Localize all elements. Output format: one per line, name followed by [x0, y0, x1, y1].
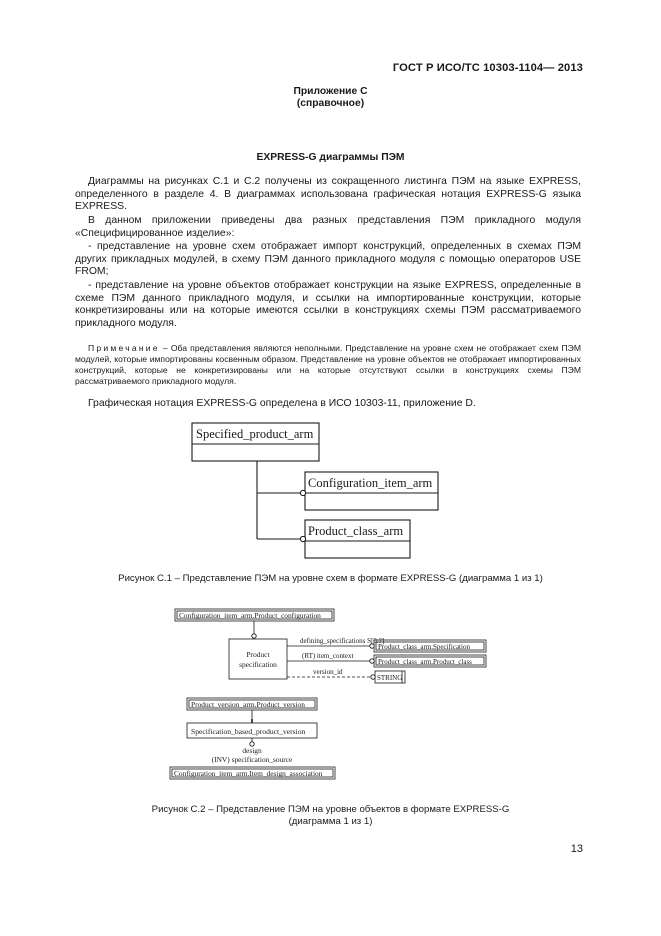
product-specification-box — [229, 639, 287, 679]
note-label: Примечание — [88, 343, 160, 353]
paragraph-3: - представление на уровне схем отображает импорт конструкций, определенных в схемах ПЭМ других прикладных модулей, в схему ПЭМ данного прикладного модуля с помощью операторов USE FROM; — [75, 241, 581, 278]
notation-line: Графическая нотация EXPRESS-G определена в ИСО 10303-11, приложение D. — [88, 398, 476, 409]
spec-version-label: Specification_based_product_version — [191, 727, 306, 736]
annex-kind: (справочное) — [296, 98, 365, 109]
figure-1-caption: Рисунок С.1 – Представление ПЭМ на уровне схем в формате EXPRESS-G (диаграмма 1 из 1) — [118, 573, 543, 584]
figure-2-caption — [0, 804, 661, 828]
relation-circle-top — [252, 634, 256, 638]
relation-circle-2 — [370, 659, 374, 663]
schema-label-1: Configuration_item_arm — [308, 476, 433, 490]
design-label: design — [242, 746, 262, 755]
relation-circle-3 — [371, 675, 375, 679]
page-number: 13 — [570, 843, 583, 855]
inverse-label: (INV) specification_source — [211, 755, 293, 764]
figure-2-caption-line1: Рисунок С.2 – Представление ПЭМ на уровне объектов в формате EXPRESS-G — [151, 804, 510, 815]
schema-label-2: Product_class_arm — [308, 524, 404, 538]
bottom-reference-label: Configuration_item_arm.Item_design_association — [174, 769, 323, 778]
figure-2-caption-line2: (диаграмма 1 из 1) — [288, 816, 373, 827]
entity-label-line2: specification — [239, 660, 277, 669]
main-schema-label: Specified_product_arm — [196, 427, 314, 441]
attribute-label-1: defining_specifications S[0:?] — [300, 637, 385, 645]
version-reference-label: Product_version_arm.Product_version — [191, 700, 305, 709]
note-text: – Оба представления являются неполными. Представление на уровне схем не отображает схем ПЭМ модулей, которые импортированы косвенным образом. Представление на уровне объектов не отображает импортированных конструкций, которые не конкретизированы или на которые отсутствуют ссылки в конструкциях схемы ПЭМ рассматриваемого прикладного модуля. — [75, 343, 581, 386]
attribute-label-3: version_id — [313, 668, 343, 676]
reference-label-3: STRING — [377, 674, 403, 682]
reference-label-1: Product_class_arm.Specification — [378, 643, 470, 651]
entity-label-line1: Product — [246, 650, 270, 659]
paragraph-4: - представление на уровне объектов отображает конструкции на языке EXPRESS, определенные в схеме ПЭМ данного прикладного модуля, и ссылки на импортированные конструкции, которые конкретизированы или на которые имеются ссылки в конструкциях схемы ПЭМ рассматриваемого прикладного модуля. — [75, 280, 581, 329]
paragraph-1: Диаграммы на рисунках С.1 и С.2 получены из сокращенного листинга ПЭМ на языке EXPRESS, определенного в разделе 4. В диаграммах использована графическая нотация EXPRESS-G языка EXPRESS. — [75, 176, 581, 213]
attribute-label-2: (RT) item_context — [302, 652, 354, 660]
document-header: ГОСТ Р ИСО/ТС 10303-1104— 2013 — [392, 62, 583, 74]
reference-label-2: Product_class_arm.Product_class — [378, 658, 472, 666]
annex-title: Приложение С — [293, 86, 368, 97]
top-reference-label: Configuration_item_arm.Product_configuration — [179, 611, 321, 620]
paragraph-2: В данном приложении приведены два разных представления ПЭМ прикладного модуля «Специфицированное изделие»: — [75, 215, 581, 239]
section-title: EXPRESS-G диаграммы ПЭМ — [256, 152, 405, 163]
